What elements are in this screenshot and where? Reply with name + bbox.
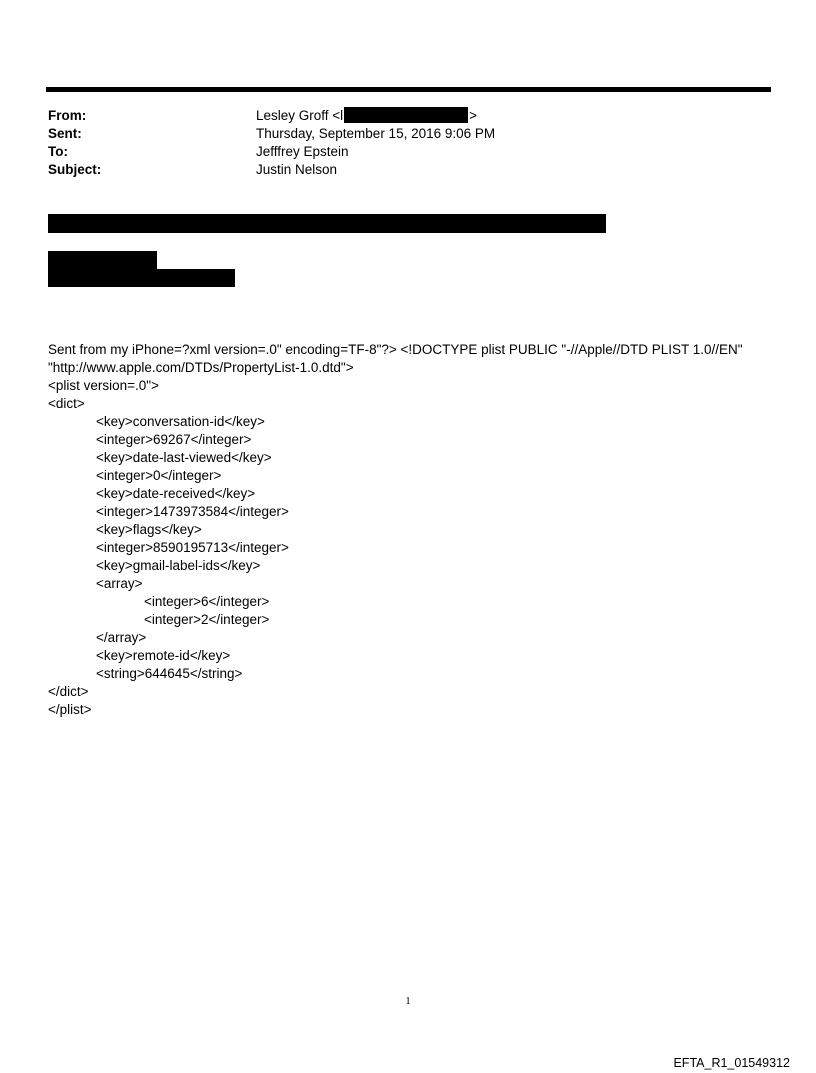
from-row [48, 107, 748, 125]
body-line: </dict> [48, 684, 89, 699]
subject-label: Subject: [48, 162, 102, 177]
redacted-block-lower [48, 269, 235, 287]
body-line: <string>644645</string> [96, 666, 243, 681]
body-line: <integer>6</integer> [144, 594, 270, 609]
page-number: 1 [405, 995, 411, 1007]
body-line: <array> [96, 576, 143, 591]
body-line: <integer>8590195713</integer> [96, 540, 289, 555]
body-line: <key>date-received</key> [96, 486, 256, 501]
sent-row [48, 125, 748, 143]
from-value [256, 107, 477, 125]
from-close: > [469, 108, 478, 123]
sent-label: Sent: [48, 126, 82, 141]
bates-number: EFTA_R1_01549312 [673, 1056, 790, 1070]
to-label: To: [48, 144, 68, 159]
body-line: "http://www.apple.com/DTDs/PropertyList-1.0.dtd"> [48, 360, 354, 375]
subject-row [48, 161, 748, 179]
body-line: <dict> [48, 396, 85, 411]
sent-value: Thursday, September 15, 2016 9:06 PM [256, 126, 496, 141]
redacted-email-address [344, 107, 468, 123]
subject-value: Justin Nelson [256, 162, 338, 177]
body-line: </array> [96, 630, 147, 645]
body-line: <plist version=.0"> [48, 378, 159, 393]
body-line: <key>remote-id</key> [96, 648, 231, 663]
message-body [48, 341, 788, 719]
from-name: Lesley Groff <l [256, 108, 344, 123]
body-line: <integer>2</integer> [144, 612, 270, 627]
body-line: </plist> [48, 702, 92, 717]
to-value: Jefffrey Epstein [256, 144, 349, 159]
body-line: <key>conversation-id</key> [96, 414, 265, 429]
body-line: Sent from my iPhone=?xml version=.0" encoding=TF-8"?> <!DOCTYPE plist PUBLIC "-//Apple//DTD PLIST 1.0//EN" [48, 342, 743, 357]
redacted-block-upper [48, 251, 157, 269]
to-row [48, 143, 748, 161]
body-line: <key>flags</key> [96, 522, 202, 537]
header-divider-rule [46, 87, 771, 92]
from-label: From: [48, 108, 87, 123]
redacted-body-line [48, 214, 606, 233]
body-line: <key>gmail-label-ids</key> [96, 558, 261, 573]
body-line: <integer>0</integer> [96, 468, 222, 483]
body-line: <integer>69267</integer> [96, 432, 252, 447]
email-header [48, 107, 748, 179]
body-line: <integer>1473973584</integer> [96, 504, 289, 519]
body-line: <key>date-last-viewed</key> [96, 450, 272, 465]
